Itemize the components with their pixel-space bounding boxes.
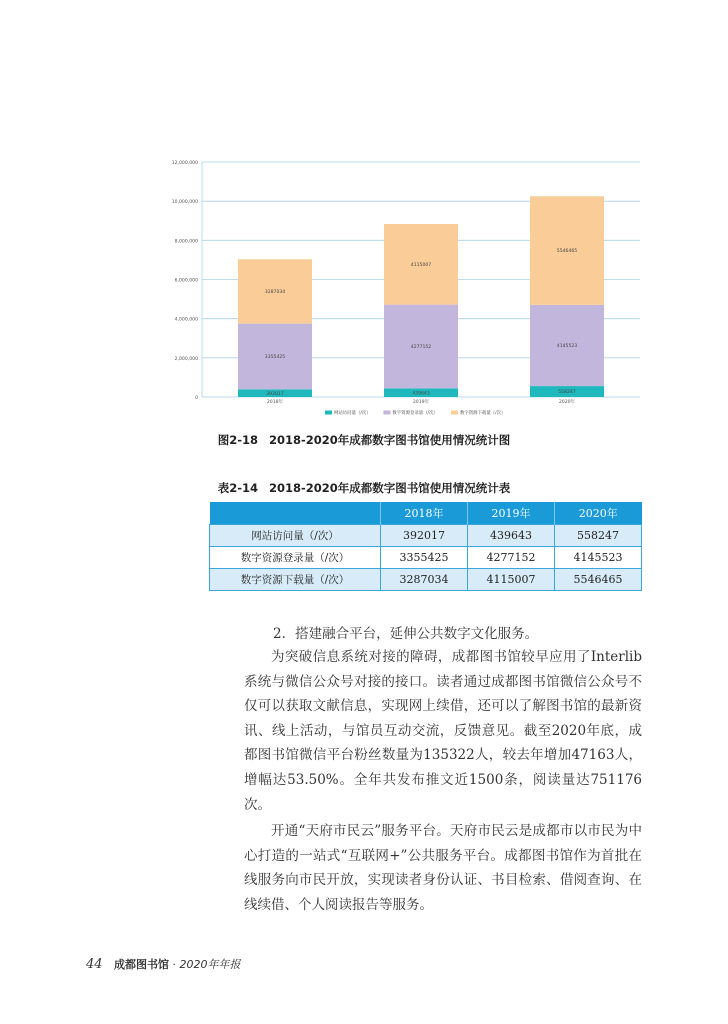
data-label: 439643 <box>412 391 430 397</box>
legend-label: 数字资源登录量（/次） <box>392 411 438 416</box>
data-label: 3355425 <box>264 355 286 361</box>
data-label: 5546465 <box>556 249 578 255</box>
legend-swatch <box>451 411 458 415</box>
table-caption-text: 2018-2020年成都数字图书馆使用情况统计表 <box>268 481 511 495</box>
page-footer <box>86 956 241 972</box>
row-label-resource-logins: 数字资源登录量（/次） <box>210 547 381 569</box>
y-tick-label: 8,000,000 <box>174 239 198 245</box>
row-label-website-visits: 网站访问量（/次） <box>210 525 381 547</box>
table-cell: 4115007 <box>468 569 555 591</box>
x-tick-label: 2020年 <box>558 400 576 405</box>
table-cell: 3287034 <box>381 569 468 591</box>
figure-caption-label: 图2-18 <box>217 433 258 447</box>
table-header-2018: 2018年 <box>381 502 468 525</box>
data-label: 392017 <box>266 391 284 397</box>
stacked-bar-chart <box>160 150 650 425</box>
body-paragraph-2: 开通“天府市民云”服务平台。天府市民云是成都市以市民为中心打造的一站式“互联网+”公共服务平台。成都图书馆作为首批在线服务向市民开放，实现读者身份认证、书目检索、借阅查询、在线续借、个人阅读报告等服务。 <box>244 823 642 913</box>
table-row <box>210 569 642 591</box>
table-header-row <box>210 502 642 525</box>
data-label: 4115007 <box>410 262 432 268</box>
y-tick-label: 4,000,000 <box>174 317 198 323</box>
data-label: 558247 <box>558 390 576 396</box>
table-row <box>210 525 642 547</box>
table-caption-label: 表2-14 <box>217 481 258 495</box>
y-tick-label: 0 <box>195 396 198 401</box>
y-tick-label: 12,000,000 <box>171 161 198 166</box>
figure-caption <box>0 432 728 448</box>
footer-subtitle: 2020年年报 <box>179 958 241 971</box>
x-tick-label: 2018年 <box>266 400 284 405</box>
data-label: 4277152 <box>410 345 432 351</box>
table-cell: 558247 <box>555 525 642 547</box>
y-tick-label: 10,000,000 <box>171 200 198 206</box>
table-header-2019: 2019年 <box>468 502 555 525</box>
body-paragraph-1: 为突破信息系统对接的障碍，成都图书馆较早应用了Interlib系统与微信公众号对接的接口。读者通过成都图书馆微信公众号不仅可以获取文献信息，实现网上续借，还可以了解图书馆的最新资讯、线上活动，与馆员互动交流，反馈意见。截至2020年底，成都图书馆微信平台粉丝数量为135322人，较去年增加47163人，增幅达53.50%。全年共发布推文近1500条，阅读量达751176次。 <box>244 649 642 813</box>
legend-swatch <box>383 411 390 415</box>
row-label-resource-downloads: 数字资源下载量（/次） <box>210 569 381 591</box>
y-tick-label: 6,000,000 <box>174 278 198 284</box>
table-caption <box>0 480 728 496</box>
section-heading: 2．搭建融合平台，延伸公共数字文化服务。 <box>273 626 539 642</box>
legend-label: 数字资源下载量（/次） <box>460 411 506 416</box>
table-cell: 5546465 <box>555 569 642 591</box>
table-cell: 4145523 <box>555 547 642 569</box>
footer-title: 成都图书馆 <box>114 958 170 971</box>
footer-separator: · <box>172 958 177 971</box>
legend-label: 网站访问量（/次） <box>334 411 371 416</box>
table-cell: 439643 <box>468 525 555 547</box>
table-row <box>210 547 642 569</box>
x-tick-label: 2019年 <box>412 400 430 405</box>
data-label: 3287034 <box>264 290 286 296</box>
table-header-2020: 2020年 <box>555 502 642 525</box>
table-cell: 392017 <box>381 525 468 547</box>
stats-table <box>209 502 642 591</box>
page-number: 44 <box>86 957 103 972</box>
figure-caption-text: 2018-2020年成都数字图书馆使用情况统计图 <box>268 433 511 447</box>
legend-swatch <box>325 411 332 415</box>
table-cell: 3355425 <box>381 547 468 569</box>
table-cell: 4277152 <box>468 547 555 569</box>
y-tick-label: 2,000,000 <box>174 356 198 362</box>
table-header-empty <box>210 502 381 525</box>
data-label: 4145523 <box>556 344 578 350</box>
